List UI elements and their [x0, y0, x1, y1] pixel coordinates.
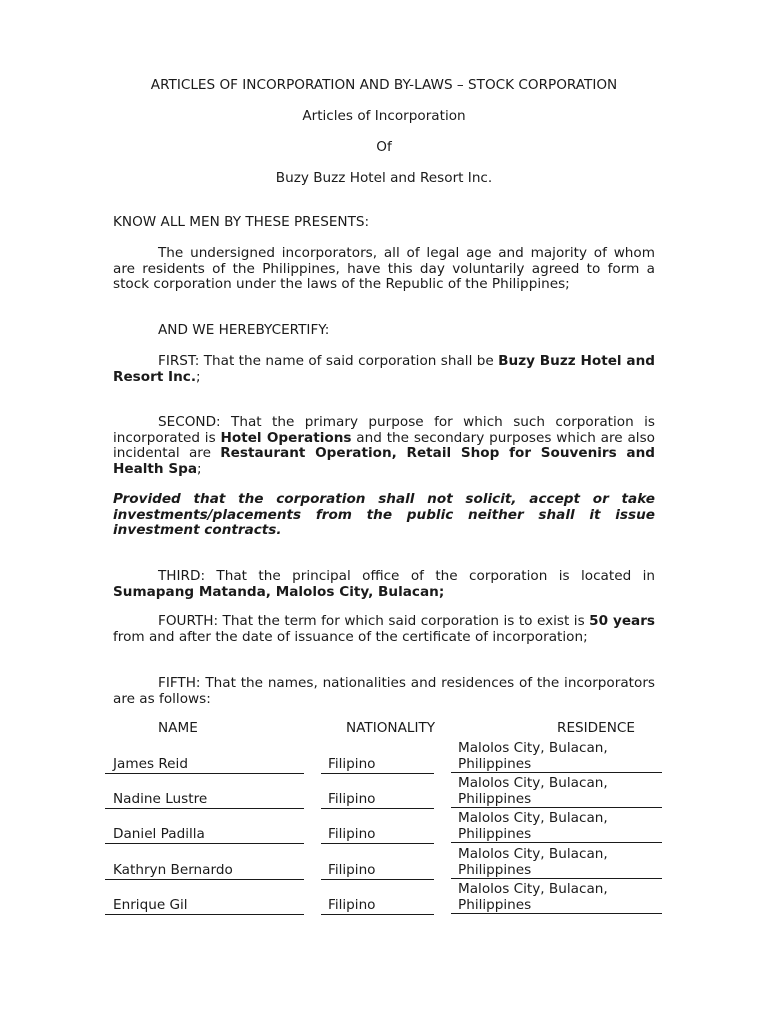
third-article-location: Sumapang Matanda, Malolos City, Bulacan; — [113, 583, 445, 600]
residence-line-1: Malolos City, Bulacan, — [458, 881, 608, 897]
incorporator-residence — [451, 811, 662, 843]
first-article — [113, 354, 655, 385]
certify-line: AND WE HEREBYCERTIFY: — [158, 322, 330, 338]
intro-paragraph: The undersigned incorporators, all of legal age and majority of whom are residents of the Philippines, have this day voluntarily agreed to form a stock corporation under the laws of the Republic of the Philippines; — [113, 245, 655, 292]
incorporator-name: Daniel Padilla — [105, 827, 304, 844]
second-article-text: SECOND: That the primary purpose for which such corporation is incorporated is — [113, 414, 655, 446]
incorporator-residence — [451, 847, 662, 879]
incorporator-nationality: Filipino — [321, 898, 434, 915]
fourth-article-text: FOURTH: That the term for which said corporation is to exist is — [158, 613, 590, 629]
document-of: Of — [376, 139, 392, 155]
incorporator-name: Nadine Lustre — [105, 792, 304, 809]
incorporator-name: Enrique Gil — [105, 898, 304, 915]
residence-line-2: Philippines — [458, 825, 532, 842]
fifth-article: FIFTH: That the names, nationalities and residences of the incorporators are as follows: — [113, 675, 655, 707]
third-article-text: THIRD: That the principal office of the corporation is located in — [158, 568, 655, 584]
incorporator-nationality: Filipino — [321, 757, 434, 774]
second-article-mid: and the secondary purposes which are also incidental are — [113, 429, 655, 461]
document-title: ARTICLES OF INCORPORATION AND BY-LAWS – STOCK CORPORATION — [150, 77, 618, 93]
residence-line-2: Philippines — [458, 896, 532, 913]
incorporator-residence — [451, 741, 662, 773]
second-article — [113, 415, 655, 477]
incorporator-name: James Reid — [105, 757, 304, 774]
incorporator-nationality: Filipino — [321, 863, 434, 880]
proviso-paragraph: Provided that the corporation shall not solicit, accept or take investments/placements from the public neither shall it issue investment contracts. — [113, 491, 655, 538]
incorporator-name: Kathryn Bernardo — [105, 863, 304, 880]
know-all-men: KNOW ALL MEN BY THESE PRESENTS: — [113, 214, 370, 230]
second-article-secondary: Restaurant Operation, Retail Shop for Souvenirs and Health Spa — [113, 445, 655, 477]
first-article-name: Buzy Buzz Hotel and Resort Inc. — [113, 353, 655, 385]
residence-line-1: Malolos City, Bulacan, — [458, 846, 608, 862]
fourth-article-term: 50 years — [589, 613, 656, 629]
column-header-residence: RESIDENCE — [557, 720, 635, 736]
residence-line-2: Philippines — [458, 755, 532, 772]
incorporator-residence — [451, 882, 662, 914]
residence-line-1: Malolos City, Bulacan, — [458, 810, 608, 826]
document-subtitle: Articles of Incorporation — [302, 108, 466, 124]
residence-line-1: Malolos City, Bulacan, — [458, 775, 608, 791]
second-article-primary: Hotel Operations — [220, 429, 352, 446]
first-article-tail: ; — [196, 368, 201, 385]
residence-line-2: Philippines — [458, 790, 532, 807]
incorporator-residence — [451, 776, 662, 808]
column-header-name: NAME — [158, 720, 198, 736]
first-article-text: FIRST: That the name of said corporation shall be — [158, 353, 499, 369]
residence-line-1: Malolos City, Bulacan, — [458, 740, 608, 756]
third-article — [113, 569, 655, 600]
residence-line-2: Philippines — [458, 861, 532, 878]
fourth-article — [113, 614, 655, 645]
company-name-heading: Buzy Buzz Hotel and Resort Inc. — [275, 170, 493, 186]
fourth-article-tail: from and after the date of issuance of the certificate of incorporation; — [113, 628, 588, 645]
incorporator-nationality: Filipino — [321, 792, 434, 809]
column-header-nationality: NATIONALITY — [346, 720, 436, 736]
incorporator-nationality: Filipino — [321, 827, 434, 844]
second-article-tail: ; — [197, 460, 202, 477]
